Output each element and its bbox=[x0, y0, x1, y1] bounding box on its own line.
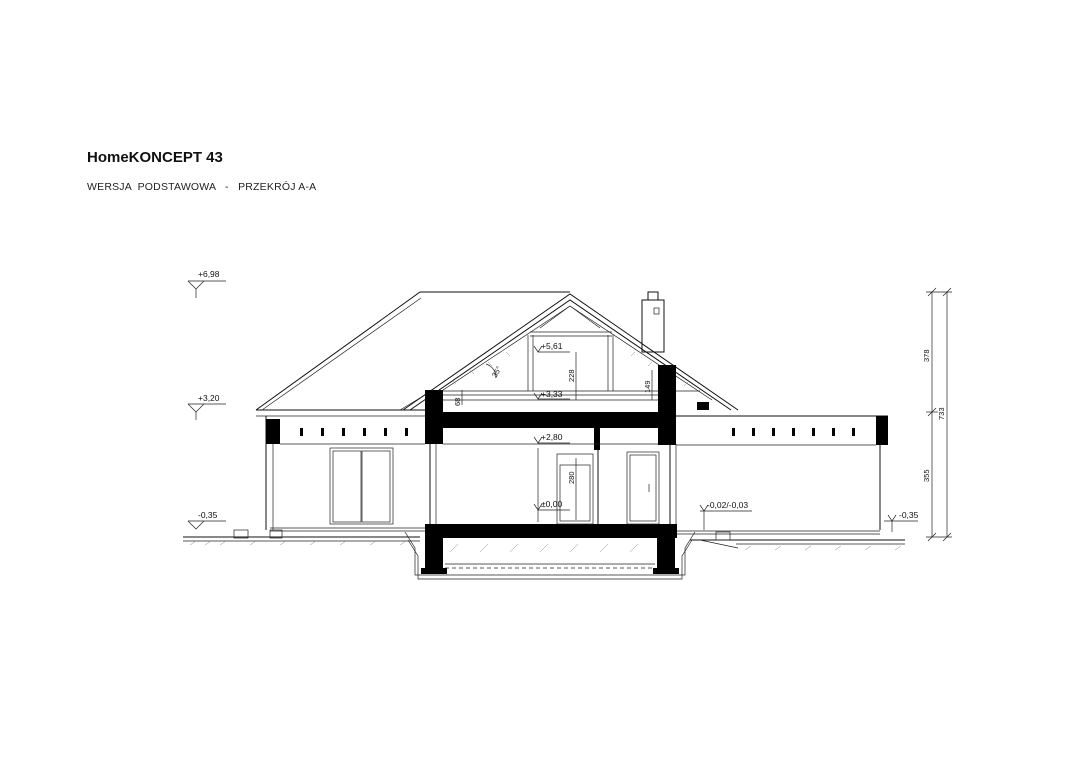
level-marker-ceiling bbox=[534, 432, 570, 443]
dim-total-height: 733 bbox=[937, 407, 946, 420]
level-marker-eaves bbox=[188, 393, 226, 420]
interior-door-1 bbox=[557, 454, 593, 524]
left-wing bbox=[234, 410, 425, 538]
project-title: HomeKONCEPT 43 bbox=[87, 149, 223, 166]
variant-label: WERSJA PODSTAWOWA bbox=[87, 181, 216, 193]
foundation-pit bbox=[405, 532, 695, 579]
level-ridge-label: +6,98 bbox=[198, 269, 220, 279]
section-label: PRZEKRÓJ A-A bbox=[238, 181, 317, 193]
level-marker-ground-left bbox=[188, 510, 226, 529]
level-marker-attic-floor bbox=[534, 389, 570, 399]
roof-left bbox=[256, 292, 570, 410]
level-marker-ground-right bbox=[884, 510, 919, 532]
dimension-chain bbox=[922, 288, 952, 541]
dim-roof-angle: 35° bbox=[489, 364, 504, 379]
separator: - bbox=[225, 181, 229, 193]
level-eaves-label: +3,20 bbox=[198, 393, 220, 403]
dim-left-knee: 68 bbox=[453, 397, 462, 406]
right-wing bbox=[676, 416, 888, 540]
level-marker-attic-top bbox=[534, 341, 570, 352]
dim-door-height: 280 bbox=[567, 471, 576, 484]
level-floor-label: ±0,00 bbox=[541, 499, 563, 509]
level-marker-floor bbox=[534, 448, 570, 522]
level-ground-right-label: -0,35 bbox=[899, 510, 919, 520]
level-attic-floor-label: +3,33 bbox=[541, 389, 563, 399]
chimney bbox=[642, 292, 664, 352]
level-attic-top-label: +5,61 bbox=[541, 341, 563, 351]
dim-knee-wall: 149 bbox=[643, 380, 652, 393]
gable-roof bbox=[403, 294, 738, 410]
interior-door-2 bbox=[627, 452, 659, 524]
left-window bbox=[330, 448, 393, 524]
level-ground-left-label: -0,35 bbox=[198, 510, 218, 520]
floor-slab bbox=[270, 524, 880, 538]
level-marker-terrace bbox=[700, 500, 752, 530]
level-marker-ridge bbox=[188, 269, 226, 298]
level-ceiling-label: +2,80 bbox=[541, 432, 563, 442]
dim-wall-height: 355 bbox=[922, 469, 931, 482]
dim-roof-height: 378 bbox=[922, 349, 931, 362]
dim-attic-clear: 228 bbox=[567, 369, 576, 382]
level-terrace-label: -0,02/-0,03 bbox=[707, 500, 749, 510]
